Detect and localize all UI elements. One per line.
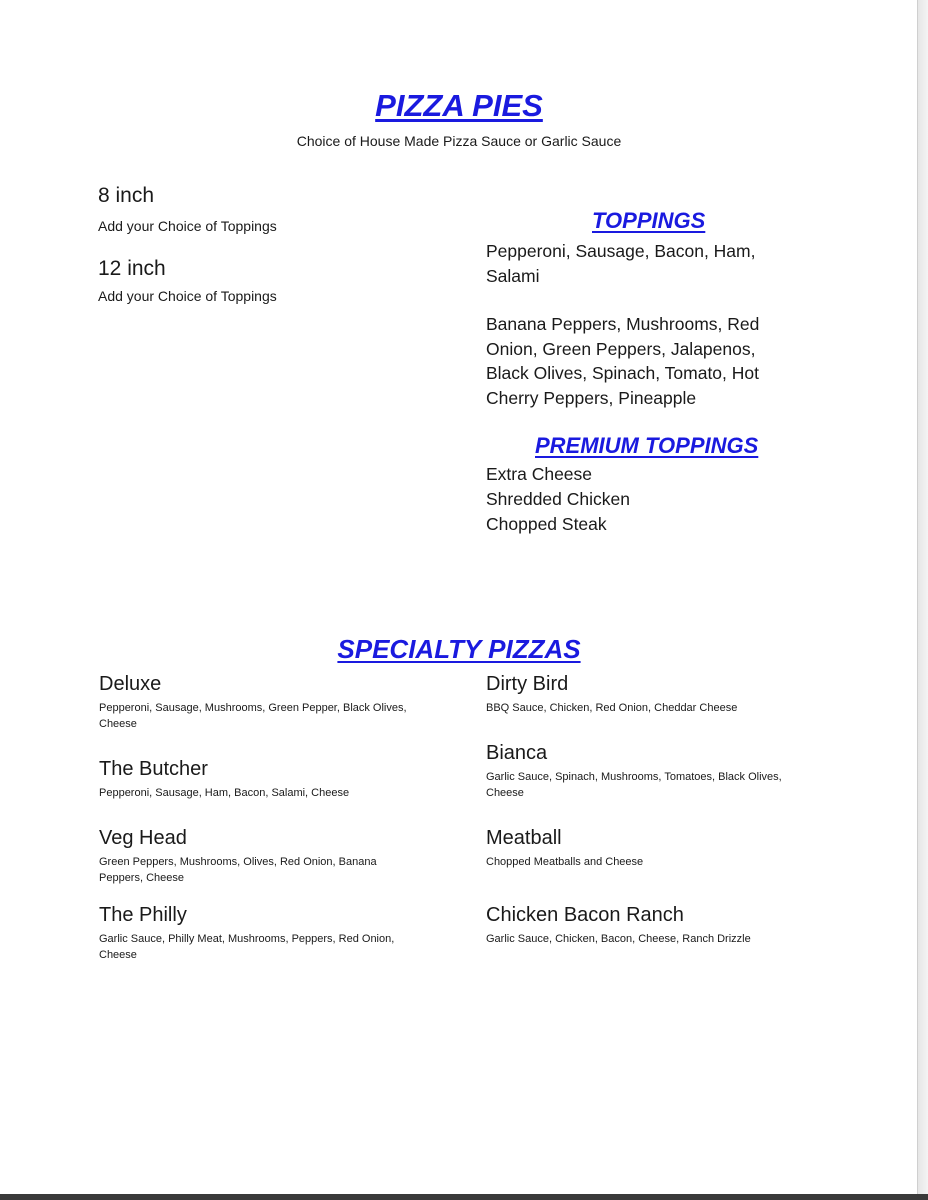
pizza-name: Bianca — [486, 742, 548, 764]
pizza-name: The Philly — [99, 904, 187, 926]
pizza-desc: Green Peppers, Mushrooms, Olives, Red Onion, Banana Peppers, Cheese — [99, 856, 377, 884]
pizza-name: Dirty Bird — [486, 673, 569, 695]
sauce-subtitle: Choice of House Made Pizza Sauce or Garlic Sauce — [296, 133, 622, 149]
premium-topping-item: Extra Cheese — [486, 464, 593, 484]
page-bottom-border — [0, 1194, 928, 1200]
page-edge-shadow — [917, 0, 928, 1200]
specialty-pizzas-heading: SPECIALTY PIZZAS — [337, 634, 581, 664]
size-8-inch-desc: Add your Choice of Toppings — [98, 218, 277, 234]
pizza-desc: Chopped Meatballs and Cheese — [486, 856, 644, 868]
premium-topping-item: Shredded Chicken — [486, 489, 630, 509]
size-12-inch-desc: Add your Choice of Toppings — [98, 288, 277, 304]
veggie-toppings-list: Banana Peppers, Mushrooms, Red Onion, Green Peppers, Jalapenos, Black Olives, Spinach, Tomato, Hot Cherry Peppers, Pineapple — [486, 314, 760, 408]
pizza-name: Meatball — [486, 827, 562, 849]
size-8-inch: 8 inch — [98, 184, 155, 207]
pizza-desc: Garlic Sauce, Spinach, Mushrooms, Tomatoes, Black Olives, Cheese — [486, 771, 782, 799]
pizza-name: Chicken Bacon Ranch — [486, 904, 684, 926]
pizza-desc: BBQ Sauce, Chicken, Red Onion, Cheddar Cheese — [486, 702, 738, 714]
page-title: PIZZA PIES — [375, 88, 543, 123]
pizza-name: Veg Head — [99, 827, 187, 849]
pizza-name: Deluxe — [99, 673, 162, 695]
pizza-desc: Garlic Sauce, Philly Meat, Mushrooms, Peppers, Red Onion, Cheese — [99, 933, 395, 961]
premium-toppings-list — [486, 462, 630, 537]
size-12-inch: 12 inch — [98, 257, 166, 280]
pizza-desc: Garlic Sauce, Chicken, Bacon, Cheese, Ranch Drizzle — [486, 933, 751, 945]
pizza-desc: Pepperoni, Sausage, Mushrooms, Green Pepper, Black Olives, Cheese — [99, 702, 407, 730]
meat-toppings-list: Pepperoni, Sausage, Bacon, Ham, Salami — [486, 241, 756, 286]
pizza-desc: Pepperoni, Sausage, Ham, Bacon, Salami, Cheese — [99, 787, 350, 799]
toppings-heading: TOPPINGS — [592, 208, 706, 233]
premium-toppings-heading: PREMIUM TOPPINGS — [535, 433, 759, 458]
premium-topping-item: Chopped Steak — [486, 514, 607, 534]
pizza-name: The Butcher — [99, 758, 208, 780]
